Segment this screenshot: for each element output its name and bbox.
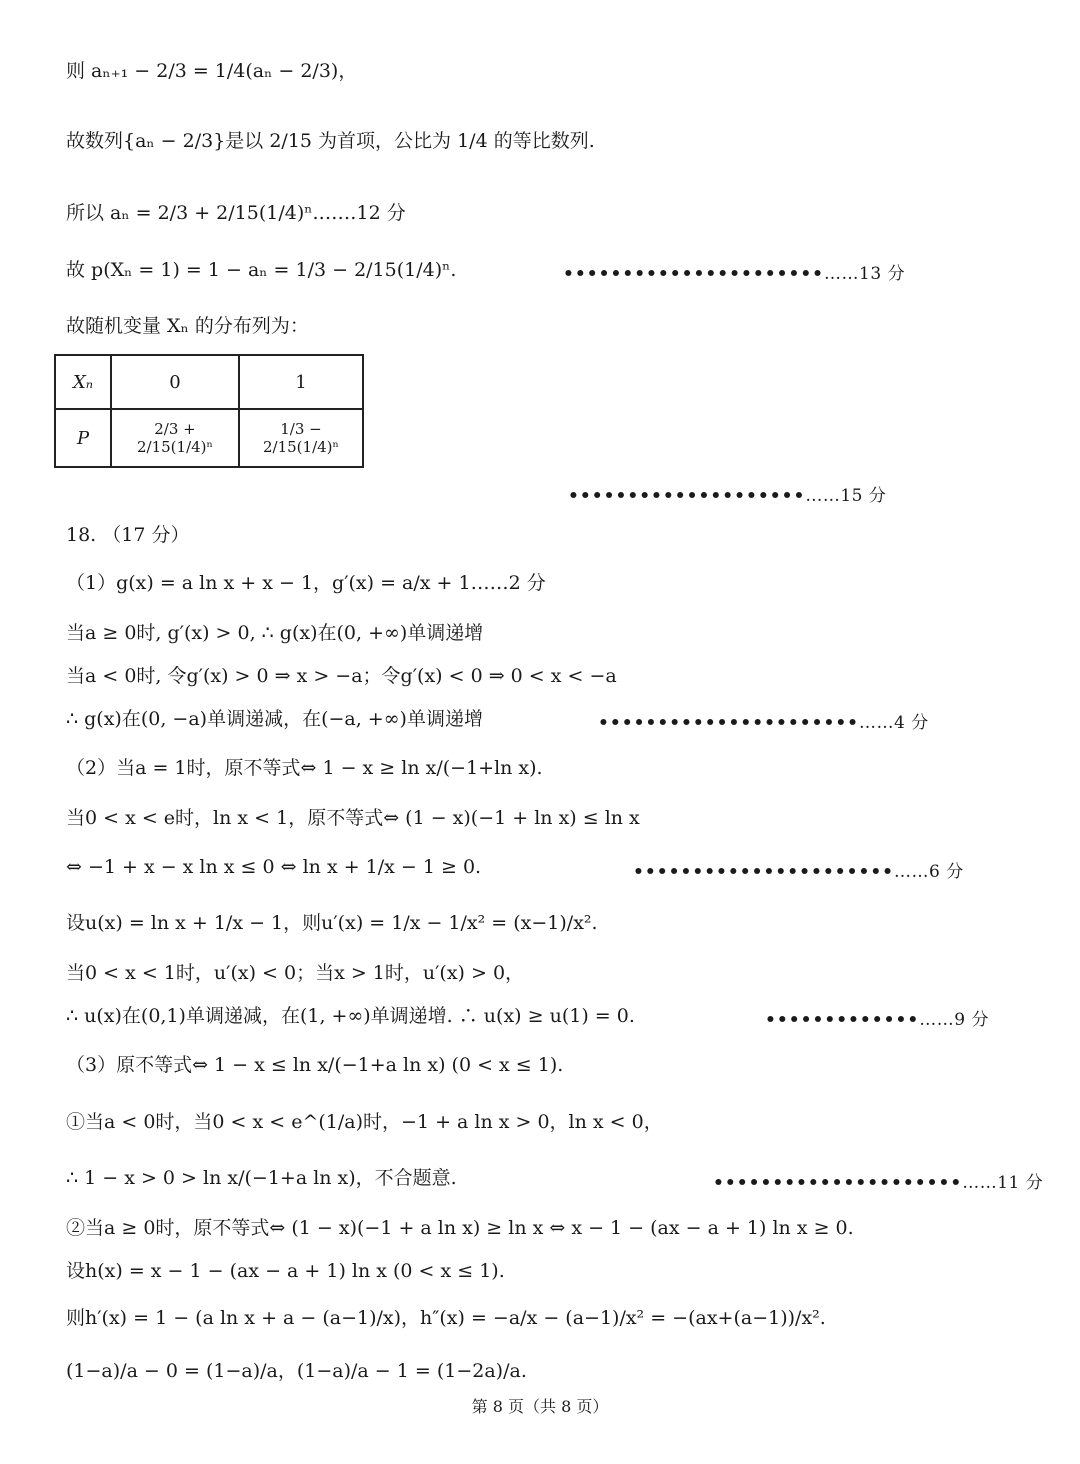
line-part1-conclusion: ∴ g(x)在(0, −a)单调递减，在(−a, +∞)单调递增 [66,708,483,730]
line-distribution-intro: 故随机变量 Xₙ 的分布列为： [66,315,309,337]
table-cell: 1/3 − 2/15(1/4)ⁿ [239,409,363,467]
line-part3-h-def: 设h(x) = x − 1 − (ax − a + 1) ln x (0 < x ≤ 1). [66,1260,505,1282]
score-label: ……15 分 [805,486,887,506]
line-part2-u-def: 设u(x) = ln x + 1/x − 1，则u′(x) = 1/x − 1/x² = (x−1)/x². [66,912,598,934]
line-part3-final: (1−a)/a − 0 = (1−a)/a，(1−a)/a − 1 = (1−2a)/a. [66,1360,527,1382]
line-part1-derivative: （1）g(x) = a ln x + x − 1，g′(x) = a/x + 1……2 分 [66,572,546,594]
table-cell: 1 [239,355,363,409]
line-part2-conclusion: ∴ u(x)在(0,1)单调递减，在(1, +∞)单调递增. ∴ u(x) ≥ u(1) = 0. [66,1005,635,1027]
score-4 [598,708,929,733]
score-6 [633,857,964,882]
score-dots: ••••••••••••• [765,1010,920,1030]
line-recurrence: 则 aₙ₊₁ − 2/3 = 1/4(aₙ − 2/3)， [66,60,358,82]
line-part2-u-sign: 当0 < x < 1时，u′(x) < 0；当x > 1时，u′(x) > 0， [66,962,525,984]
line-part1-case-a-neg: 当a < 0时, 令g′(x) > 0 ⇒ x > −a；令g′(x) < 0 ⇒ 0 < x < −a [66,665,617,687]
line-part3-h-derivatives: 则h′(x) = 1 − (a ln x + a − (a−1)/x)，h″(x) = −a/x − (a−1)/x² = −(ax+(a−1))/x². [66,1307,826,1329]
score-label: ……13 分 [824,264,906,284]
table-row [55,409,363,467]
score-dots: •••••••••••••••••••••• [563,264,825,284]
score-dots: ••••••••••••••••••••• [713,1173,963,1193]
line-part2-equivalence: ⇔ −1 + x − x ln x ≤ 0 ⇔ ln x + 1/x − 1 ≥ 0. [66,856,482,878]
score-9 [765,1005,989,1030]
line-an-formula: 所以 aₙ = 2/3 + 2/15(1/4)ⁿ.……12 分 [66,202,406,224]
line-part3-case1: ①当a < 0时，当0 < x < e^(1/a)时，−1 + a ln x > 0，ln x < 0， [66,1111,663,1133]
table-cell: P [55,409,111,467]
table-cell: Xₙ [55,355,111,409]
score-15 [568,481,886,506]
score-label: ……11 分 [962,1173,1044,1193]
score-dots: •••••••••••••••••••••• [598,713,860,733]
score-label: ……9 分 [919,1010,989,1030]
table-cell: 0 [111,355,239,409]
score-dots: •••••••••••••••••••••• [633,862,895,882]
line-part1-case-a-nonneg: 当a ≥ 0时, g′(x) > 0, ∴ g(x)在(0, +∞)单调递增 [66,622,484,644]
question-18-heading: 18. （17 分） [66,524,190,546]
table-header-row [55,355,363,409]
page-footer: 第 8 页（共 8 页） [471,1397,609,1416]
line-part2-case: 当0 < x < e时，ln x < 1，原不等式⇔ (1 − x)(−1 + ln x) ≤ ln x [66,807,640,829]
line-geometric-sequence: 故数列{aₙ − 2/3}是以 2/15 为首项，公比为 1/4 的等比数列. [66,130,595,152]
line-part2-setup: （2）当a = 1时，原不等式⇔ 1 − x ≥ ln x/(−1+ln x). [66,757,543,779]
line-part3-setup: （3）原不等式⇔ 1 − x ≤ ln x/(−1+a ln x) (0 < x ≤ 1). [66,1054,564,1076]
score-label: ……6 分 [894,862,964,882]
score-11 [713,1168,1043,1193]
table-cell: 2/3 + 2/15(1/4)ⁿ [111,409,239,467]
line-part3-case2: ②当a ≥ 0时，原不等式⇔ (1 − x)(−1 + a ln x) ≥ ln x ⇔ x − 1 − (ax − a + 1) ln x ≥ 0. [66,1217,854,1239]
line-probability: 故 p(Xₙ = 1) = 1 − aₙ = 1/3 − 2/15(1/4)ⁿ. [66,259,457,281]
score-label: ……4 分 [859,713,929,733]
score-13 [563,259,905,284]
line-part3-case1-conclusion: ∴ 1 − x > 0 > ln x/(−1+a ln x)，不合题意. [66,1167,457,1189]
distribution-table [54,354,364,468]
score-dots: •••••••••••••••••••• [568,486,806,506]
